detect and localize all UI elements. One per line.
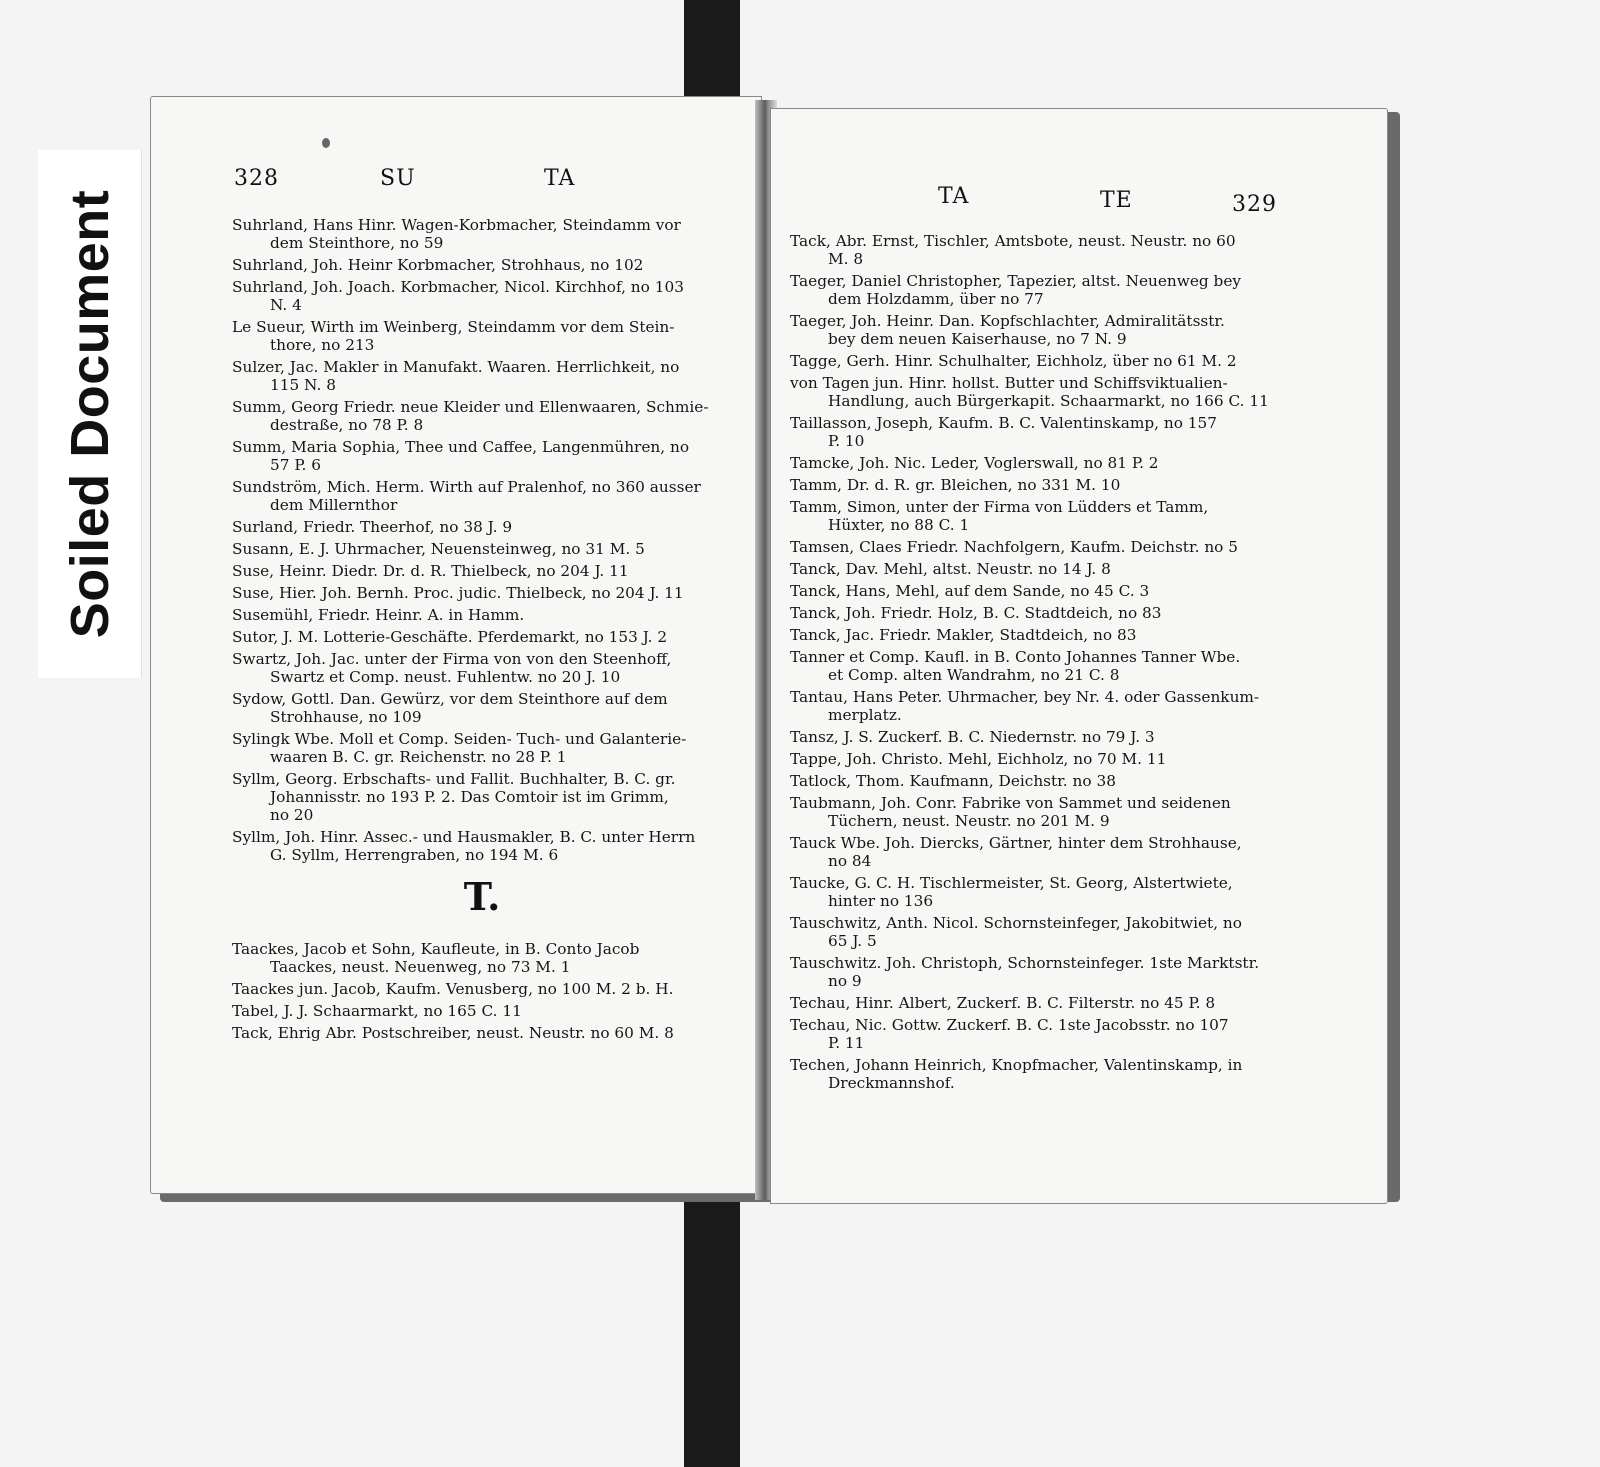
entry-line: Sydow, Gottl. Dan. Gewürz, vor dem Steinthore auf dem [232,690,668,708]
entry-line: Tamsen, Claes Friedr. Nachfolgern, Kaufm. Deichstr. no 5 [790,538,1238,556]
entry-continuation: et Comp. alten Wandrahm, no 21 C. 8 [828,666,1120,684]
directory-entry [232,562,732,580]
entry-continuation: hinter no 136 [828,892,934,910]
entry-line: Tabel, J. J. Schaarmarkt, no 165 C. 11 [232,1002,522,1020]
entry-continuation: Hüxter, no 88 C. 1 [828,516,970,534]
entry-continuation: Johannisstr. no 193 P. 2. Das Comtoir ist im Grimm, [270,788,669,806]
directory-entry [232,606,732,624]
directory-entry [232,398,732,434]
entry-continuation: 65 J. 5 [828,932,877,950]
page-number: 329 [1232,192,1277,217]
directory-entry [790,272,1290,308]
book-spine-bottom [684,1185,740,1467]
directory-entry [232,1002,732,1020]
entry-continuation: P. 10 [828,432,865,450]
entry-continuation: destraße, no 78 P. 8 [270,416,424,434]
entry-line: Tagge, Gerh. Hinr. Schulhalter, Eichholz, über no 61 M. 2 [790,352,1237,370]
header-left: SU [380,166,416,191]
entry-line: Summ, Georg Friedr. neue Kleider und Ellenwaaren, Schmie- [232,398,709,416]
entry-continuation: M. 8 [828,250,864,268]
entry-line: Surland, Friedr. Theerhof, no 38 J. 9 [232,518,513,536]
directory-entry [790,538,1290,556]
entry-line: Sulzer, Jac. Makler in Manufakt. Waaren. Herrlichkeit, no [232,358,680,376]
entry-line: Tanck, Hans, Mehl, auf dem Sande, no 45 C. 3 [790,582,1150,600]
directory-entry [232,256,732,274]
directory-entry [232,478,732,514]
entry-line: Taucke, G. C. H. Tischlermeister, St. Georg, Alstertwiete, [790,874,1233,892]
entry-line: Susemühl, Friedr. Heinr. A. in Hamm. [232,606,525,624]
directory-entry [790,772,1290,790]
directory-entry [232,1024,732,1042]
directory-entry [232,730,732,766]
directory-entry [790,498,1290,534]
entry-line: Taeger, Daniel Christopher, Tapezier, altst. Neuenweg bey [790,272,1242,290]
header-left: TA [938,184,970,209]
entry-continuation: Handlung, auch Bürgerkapit. Schaarmarkt, no 166 C. 11 [828,392,1269,410]
entry-line: Techen, Johann Heinrich, Knopfmacher, Valentinskamp, in [790,1056,1243,1074]
entry-line: Tanner et Comp. Kaufl. in B. Conto Johannes Tanner Wbe. [790,648,1241,666]
entry-continuation: dem Steinthore, no 59 [270,234,444,252]
entry-line: Techau, Nic. Gottw. Zuckerf. B. C. 1ste Jacobsstr. no 107 [790,1016,1229,1034]
directory-entry [790,994,1290,1012]
entry-line: Summ, Maria Sophia, Thee und Caffee, Langenmühren, no [232,438,690,456]
directory-entry [232,940,732,976]
entry-line: Tauck Wbe. Joh. Diercks, Gärtner, hinter dem Strohhause, [790,834,1242,852]
entry-line: Suhrland, Joh. Heinr Korbmacher, Strohhaus, no 102 [232,256,644,274]
entry-line: Tanck, Dav. Mehl, altst. Neustr. no 14 J. 8 [790,560,1111,578]
entry-line: Taackes jun. Jacob, Kaufm. Venusberg, no 100 M. 2 b. H. [232,980,674,998]
entry-continuation: bey dem neuen Kaiserhause, no 7 N. 9 [828,330,1127,348]
entry-line: Tansz, J. S. Zuckerf. B. C. Niedernstr. no 79 J. 3 [790,728,1155,746]
entry-line: Tack, Abr. Ernst, Tischler, Amtsbote, neust. Neustr. no 60 [790,232,1236,250]
entry-continuation: Taackes, neust. Neuenweg, no 73 M. 1 [270,958,571,976]
entry-line: Tamm, Simon, unter der Firma von Lüdders et Tamm, [790,498,1209,516]
entry-continuation: dem Millernthor [270,496,398,514]
entry-line: Tanck, Joh. Friedr. Holz, B. C. Stadtdeich, no 83 [790,604,1162,622]
page-number: 328 [234,166,279,191]
entry-line: Taackes, Jacob et Sohn, Kaufleute, in B. Conto Jacob [232,940,640,958]
directory-entry [790,914,1290,950]
directory-entry [232,318,732,354]
entry-line: Suse, Heinr. Diedr. Dr. d. R. Thielbeck, no 204 J. 11 [232,562,629,580]
soiled-document-label [38,150,142,678]
directory-entry [790,688,1290,724]
directory-entry [790,728,1290,746]
directory-entry [232,518,732,536]
directory-entry [232,438,732,474]
directory-entry [790,352,1290,370]
entry-line: Tauschwitz, Anth. Nicol. Schornsteinfeger, Jakobitwiet, no [790,914,1242,932]
entry-continuation: no 20 [270,806,314,824]
entry-line: Tantau, Hans Peter. Uhrmacher, bey Nr. 4. oder Gassenkum- [790,688,1260,706]
entry-continuation: Strohhause, no 109 [270,708,422,726]
directory-entry [790,312,1290,348]
right-page [770,108,1388,1204]
entry-line: Suse, Hier. Joh. Bernh. Proc. judic. Thielbeck, no 204 J. 11 [232,584,684,602]
entry-continuation: merplatz. [828,706,902,724]
directory-entry [232,278,732,314]
entry-line: Tauschwitz. Joh. Christoph, Schornsteinfeger. 1ste Marktstr. [790,954,1260,972]
entry-line: Taeger, Joh. Heinr. Dan. Kopfschlachter, Admiralitätsstr. [790,312,1225,330]
label-text: Soiled Document [59,189,120,639]
entry-line: Taillasson, Joseph, Kaufm. B. C. Valentinskamp, no 157 [790,414,1218,432]
entry-continuation: thore, no 213 [270,336,375,354]
directory-entry [790,794,1290,830]
directory-entry [790,560,1290,578]
entry-line: Swartz, Joh. Jac. unter der Firma von von den Steenhoff, [232,650,672,668]
directory-entry [790,1056,1290,1092]
entry-line: Suhrland, Joh. Joach. Korbmacher, Nicol. Kirchhof, no 103 [232,278,684,296]
entry-line: Le Sueur, Wirth im Weinberg, Steindamm vor dem Stein- [232,318,675,336]
entry-continuation: Dreckmannshof. [828,1074,955,1092]
directory-entry [790,232,1290,268]
book-spine-top [684,0,740,105]
directory-entry [790,582,1290,600]
entry-line: Tanck, Jac. Friedr. Makler, Stadtdeich, no 83 [790,626,1137,644]
entry-line: Sylingk Wbe. Moll et Comp. Seiden- Tuch- und Galanterie- [232,730,687,748]
entry-continuation: 115 N. 8 [270,376,336,394]
directory-entry [232,358,732,394]
entry-line: Tack, Ehrig Abr. Postschreiber, neust. Neustr. no 60 M. 8 [232,1024,674,1042]
header-right: TE [1100,188,1133,213]
section-letter: T. [463,874,501,919]
entry-line: Tappe, Joh. Christo. Mehl, Eichholz, no 70 M. 11 [790,750,1167,768]
directory-entry [790,414,1290,450]
entry-line: Tamcke, Joh. Nic. Leder, Voglerswall, no 81 P. 2 [790,454,1159,472]
header-right: TA [544,166,576,191]
directory-entry [232,690,732,726]
entry-continuation: G. Syllm, Herrengraben, no 194 M. 6 [270,846,559,864]
entry-line: Tamm, Dr. d. R. gr. Bleichen, no 331 M. 10 [790,476,1121,494]
ink-speck [322,138,330,148]
directory-entry [232,650,732,686]
left-entries-list [232,216,732,1046]
right-entries-list [790,232,1290,1096]
directory-entry [790,648,1290,684]
directory-entry [790,1016,1290,1052]
entry-continuation: P. 11 [828,1034,865,1052]
directory-entry [232,216,732,252]
directory-entry [790,604,1290,622]
entry-line: Techau, Hinr. Albert, Zuckerf. B. C. Filterstr. no 45 P. 8 [790,994,1216,1012]
directory-entry [790,834,1290,870]
entry-line: Suhrland, Hans Hinr. Wagen-Korbmacher, Steindamm vor [232,216,681,234]
left-page [150,96,762,1194]
entry-line: Taubmann, Joh. Conr. Fabrike von Sammet und seidenen [790,794,1231,812]
entry-line: Susann, E. J. Uhrmacher, Neuensteinweg, no 31 M. 5 [232,540,645,558]
entry-line: Sutor, J. M. Lotterie-Geschäfte. Pferdemarkt, no 153 J. 2 [232,628,668,646]
entry-continuation: Tüchern, neust. Neustr. no 201 M. 9 [828,812,1110,830]
directory-entry [232,770,732,824]
directory-entry [232,828,732,864]
directory-entry [232,540,732,558]
entry-line: Sundström, Mich. Herm. Wirth auf Pralenhof, no 360 ausser [232,478,701,496]
directory-entry [790,750,1290,768]
directory-entry [790,626,1290,644]
entry-continuation: waaren B. C. gr. Reichenstr. no 28 P. 1 [270,748,567,766]
entry-continuation: 57 P. 6 [270,456,321,474]
entry-continuation: N. 4 [270,296,302,314]
entry-continuation: dem Holzdamm, über no 77 [828,290,1044,308]
entry-continuation: Swartz et Comp. neust. Fuhlentw. no 20 J. 10 [270,668,621,686]
entry-line: Syllm, Georg. Erbschafts- und Fallit. Buchhalter, B. C. gr. [232,770,676,788]
directory-entry [232,628,732,646]
entry-continuation: no 84 [828,852,872,870]
directory-entry [232,584,732,602]
entry-line: Syllm, Joh. Hinr. Assec.- und Hausmakler, B. C. unter Herrn [232,828,696,846]
directory-entry [232,980,732,998]
directory-entry [790,874,1290,910]
directory-entry [790,454,1290,472]
directory-entry [790,954,1290,990]
entry-line: von Tagen jun. Hinr. hollst. Butter und Schiffsviktualien- [790,374,1228,392]
directory-entry [790,476,1290,494]
entry-continuation: no 9 [828,972,862,990]
directory-entry [790,374,1290,410]
entry-line: Tatlock, Thom. Kaufmann, Deichstr. no 38 [790,772,1116,790]
